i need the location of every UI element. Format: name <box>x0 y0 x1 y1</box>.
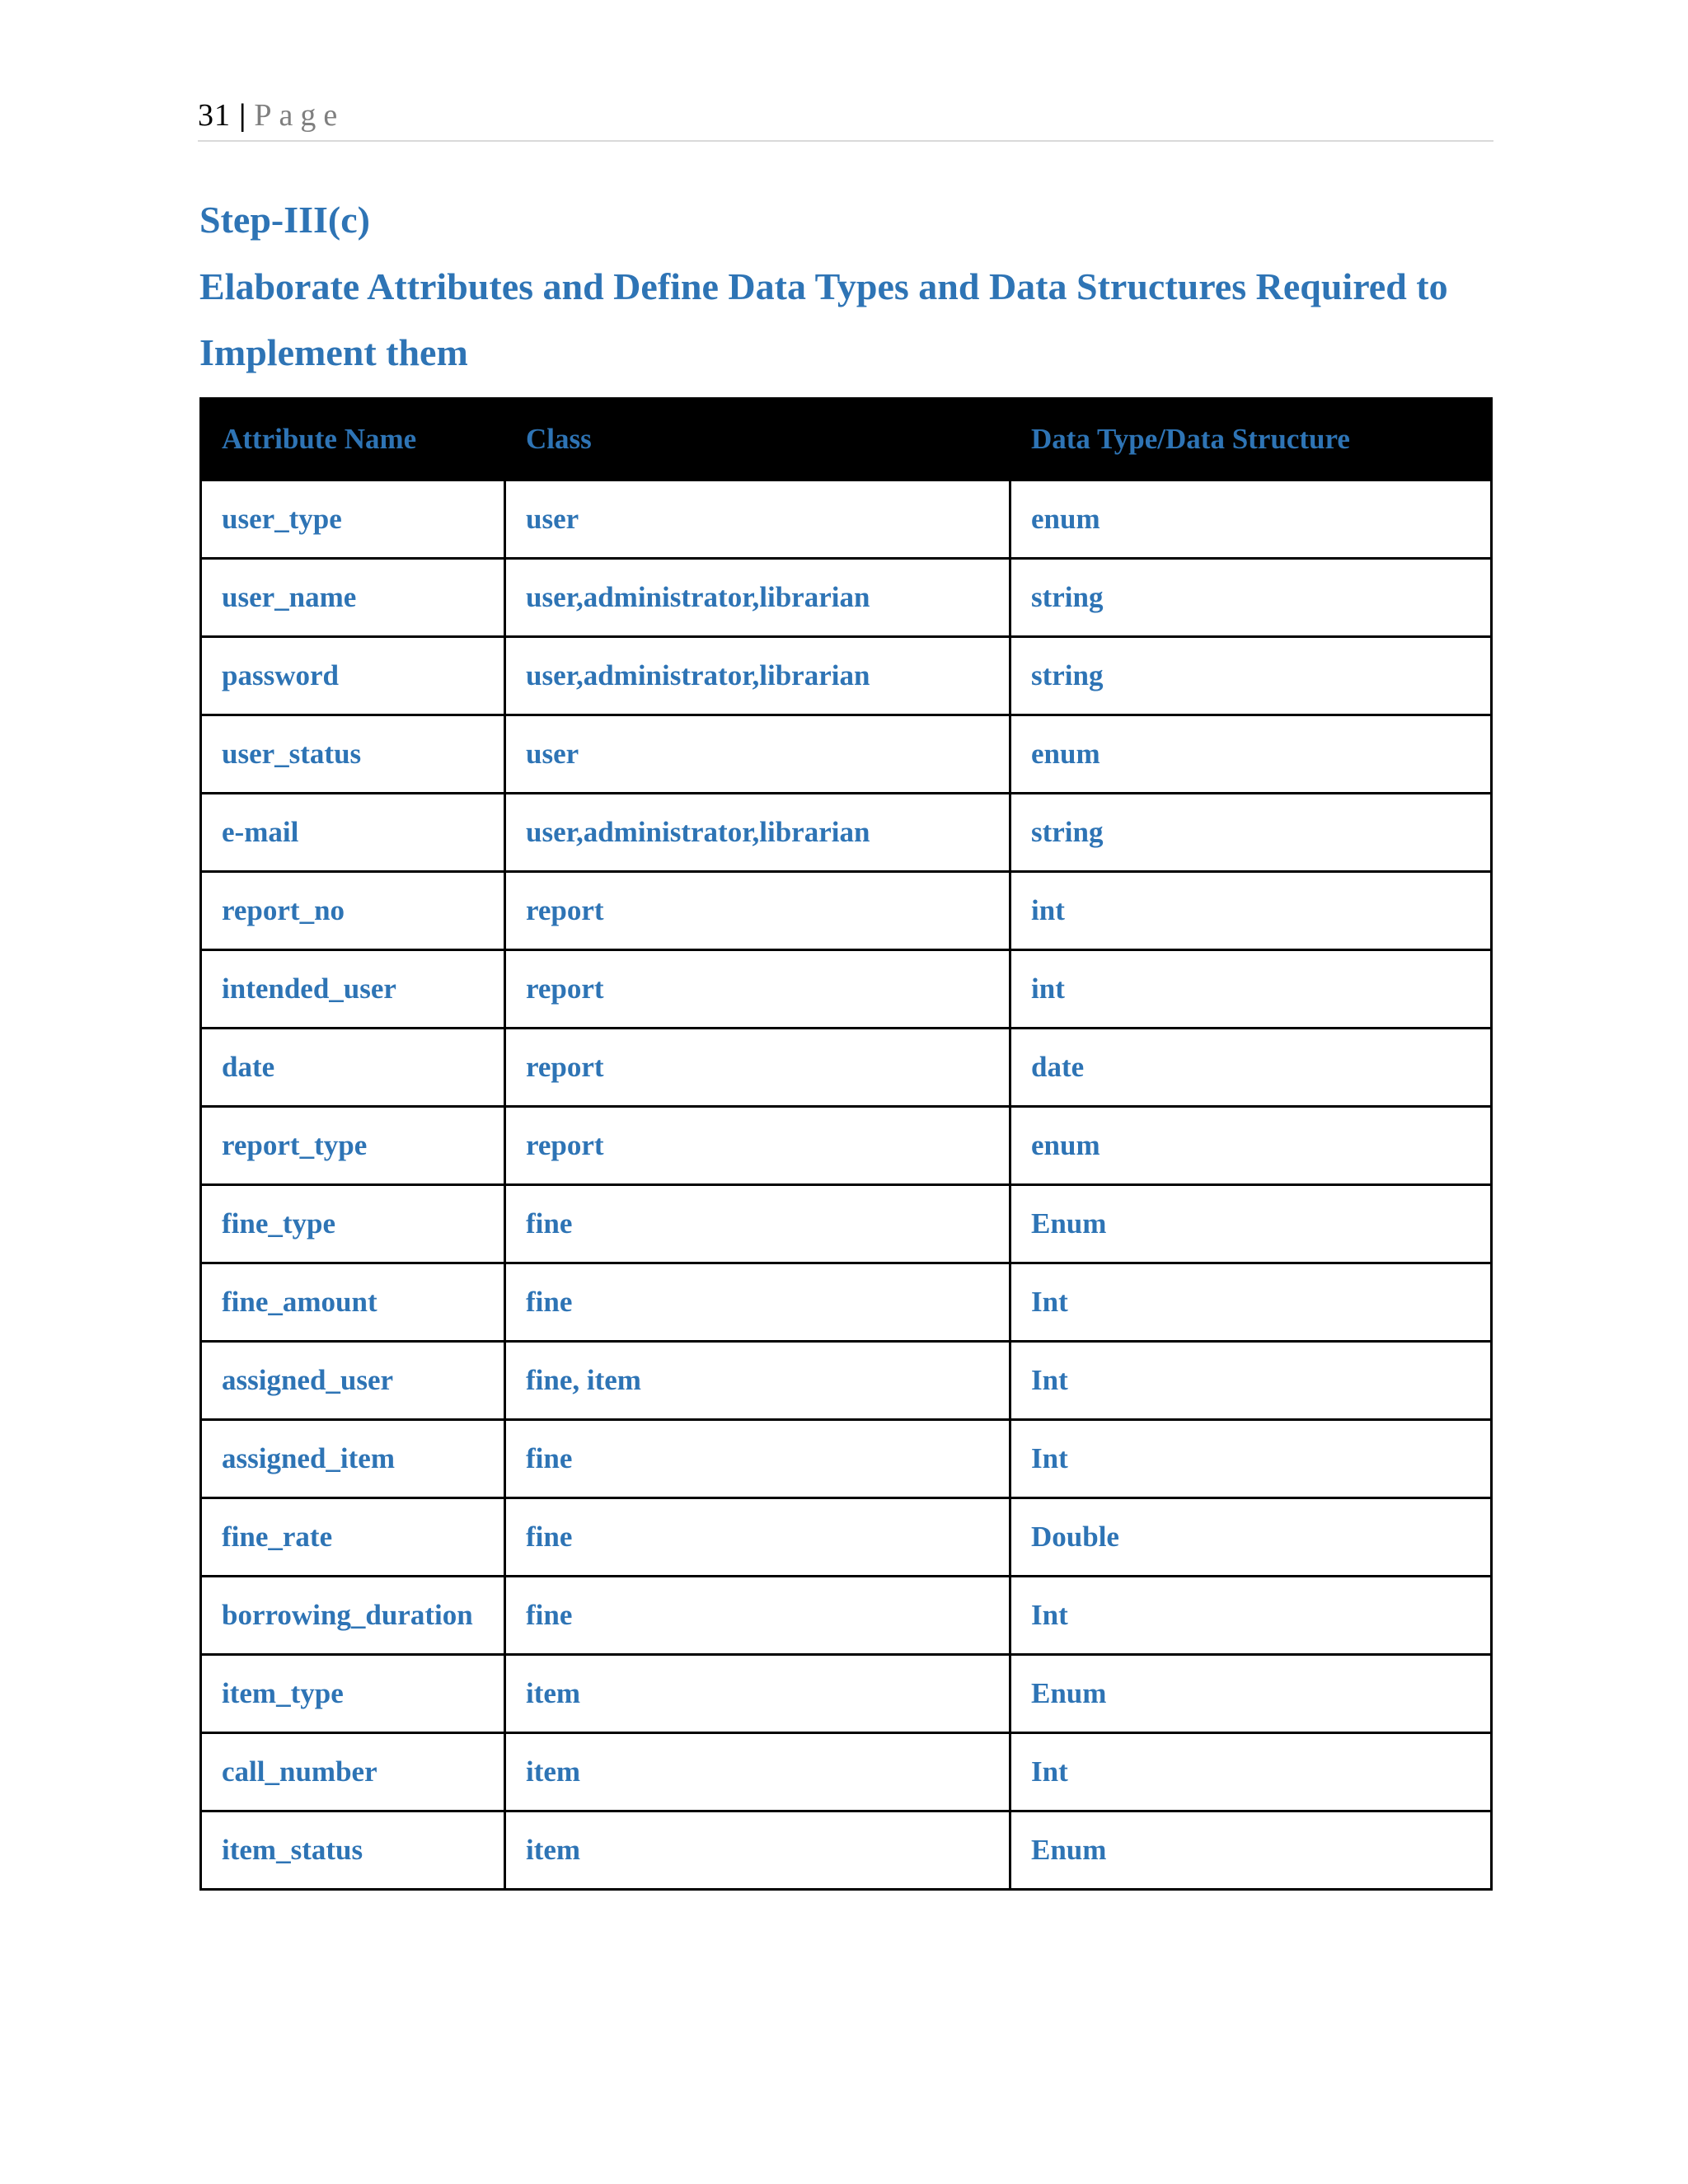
page-number: 31 <box>198 98 231 133</box>
attribute-name-cell: item_status <box>201 1811 505 1890</box>
class-cell: report <box>505 1107 1010 1185</box>
page-separator: | <box>239 98 246 133</box>
class-cell: fine <box>505 1577 1010 1655</box>
data-type-cell: Int <box>1010 1420 1492 1498</box>
table-row <box>201 1811 1492 1890</box>
data-type-cell: enum <box>1010 1107 1492 1185</box>
class-cell: report <box>505 872 1010 950</box>
column-header-class: Class <box>505 399 1010 480</box>
step-heading: Step-III(c) <box>199 199 370 241</box>
attribute-name-cell: user_type <box>201 480 505 559</box>
section-title-line2: Implement them <box>199 331 468 373</box>
attribute-name-cell: user_name <box>201 559 505 637</box>
data-type-cell: date <box>1010 1029 1492 1107</box>
attribute-name-cell: item_type <box>201 1655 505 1733</box>
table-row <box>201 1263 1492 1342</box>
attribute-name-cell: user_status <box>201 715 505 794</box>
table-row <box>201 872 1492 950</box>
table-row <box>201 1498 1492 1577</box>
table-row <box>201 637 1492 715</box>
attributes-table <box>199 397 1493 1891</box>
attribute-name-cell: fine_amount <box>201 1263 505 1342</box>
data-type-cell: string <box>1010 559 1492 637</box>
table-header-row <box>201 399 1492 480</box>
data-type-cell: Int <box>1010 1263 1492 1342</box>
class-cell: fine <box>505 1185 1010 1263</box>
data-type-cell: Enum <box>1010 1655 1492 1733</box>
table-row <box>201 715 1492 794</box>
data-type-cell: Enum <box>1010 1185 1492 1263</box>
attribute-name-cell: report_type <box>201 1107 505 1185</box>
table-row <box>201 1107 1492 1185</box>
class-cell: user,administrator,librarian <box>505 794 1010 872</box>
attribute-name-cell: password <box>201 637 505 715</box>
class-cell: user <box>505 715 1010 794</box>
table-row <box>201 480 1492 559</box>
class-cell: item <box>505 1655 1010 1733</box>
class-cell: fine <box>505 1263 1010 1342</box>
data-type-cell: Enum <box>1010 1811 1492 1890</box>
table-row <box>201 1733 1492 1811</box>
table-row <box>201 1577 1492 1655</box>
data-type-cell: Int <box>1010 1733 1492 1811</box>
table-row <box>201 950 1492 1029</box>
table-row <box>201 1420 1492 1498</box>
class-cell: fine <box>505 1498 1010 1577</box>
class-cell: fine, item <box>505 1342 1010 1420</box>
section-title-line1: Elaborate Attributes and Define Data Types and Data Structures Required to <box>199 265 1448 307</box>
table-row <box>201 794 1492 872</box>
attribute-name-cell: report_no <box>201 872 505 950</box>
column-header-attribute-name: Attribute Name <box>201 399 505 480</box>
attribute-name-cell: fine_type <box>201 1185 505 1263</box>
data-type-cell: string <box>1010 637 1492 715</box>
class-cell: fine <box>505 1420 1010 1498</box>
table-row <box>201 1655 1492 1733</box>
table-row <box>201 1029 1492 1107</box>
attribute-name-cell: assigned_user <box>201 1342 505 1420</box>
data-type-cell: Int <box>1010 1342 1492 1420</box>
column-header-data-type: Data Type/Data Structure <box>1010 399 1492 480</box>
attribute-name-cell: call_number <box>201 1733 505 1811</box>
attribute-name-cell: assigned_item <box>201 1420 505 1498</box>
data-type-cell: int <box>1010 950 1492 1029</box>
data-type-cell: enum <box>1010 715 1492 794</box>
attribute-name-cell: borrowing_duration <box>201 1577 505 1655</box>
attribute-name-cell: intended_user <box>201 950 505 1029</box>
class-cell: item <box>505 1811 1010 1890</box>
data-type-cell: enum <box>1010 480 1492 559</box>
data-type-cell: Int <box>1010 1577 1492 1655</box>
attribute-name-cell: date <box>201 1029 505 1107</box>
class-cell: report <box>505 1029 1010 1107</box>
table-row <box>201 1185 1492 1263</box>
page-header <box>198 97 1493 142</box>
table-row <box>201 559 1492 637</box>
table-row <box>201 1342 1492 1420</box>
class-cell: report <box>505 950 1010 1029</box>
class-cell: user,administrator,librarian <box>505 637 1010 715</box>
data-type-cell: Double <box>1010 1498 1492 1577</box>
data-type-cell: string <box>1010 794 1492 872</box>
page-label: Page <box>254 98 345 133</box>
class-cell: item <box>505 1733 1010 1811</box>
data-type-cell: int <box>1010 872 1492 950</box>
class-cell: user <box>505 480 1010 559</box>
attribute-name-cell: fine_rate <box>201 1498 505 1577</box>
attribute-name-cell: e-mail <box>201 794 505 872</box>
class-cell: user,administrator,librarian <box>505 559 1010 637</box>
